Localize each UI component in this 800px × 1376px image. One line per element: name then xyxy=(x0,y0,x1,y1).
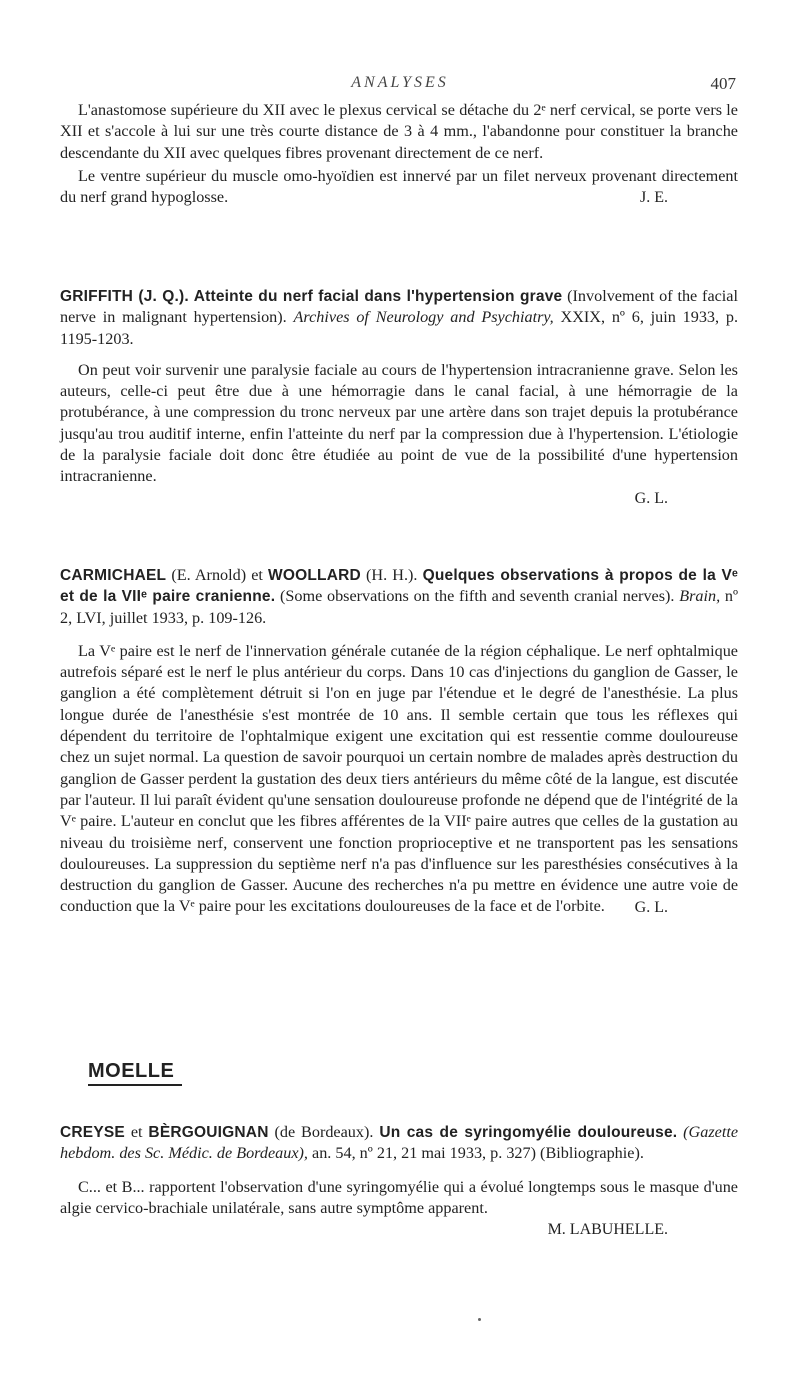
article-creyse-signature: M. LABUHELLE. xyxy=(547,1221,668,1239)
article-carmichael-ref-post: nº 2, LVI, juillet 1933, p. 109-126. xyxy=(60,587,739,627)
page-header xyxy=(0,74,800,98)
article-griffith-body: On peut voir survenir une paralysie faciale au cours de l'hypertension intracranienne grave. Selon les auteurs, celle-ci peut être due à une hémorragie dans le canal facial, à une hémorragie de la protubérance, à une compression du tronc nerveux par une artère dans son trajet depuis la protubérance jusqu'au trou auditif interne, enfin l'atteinte du nerf par la compression due à l'hypertension. L'étiologie de la paralysie faciale doit donc être étudiée au point de vue de la possibilité d'une hypertension intracranienne. xyxy=(60,360,738,486)
intro-paragraph-2: Le ventre supérieur du muscle omo-hyoïdien est innervé par un filet nerveux provenant directement du nerf grand hypoglosse. xyxy=(60,166,738,207)
article-carmichael-reference xyxy=(60,565,738,629)
print-speck xyxy=(478,1318,481,1321)
intro-paragraph-1: L'anastomose supérieure du XII avec le plexus cervical se détache du 2ᵉ nerf cervical, se porte vers le XII et s'accole à lui sur une très courte distance de 3 à 4 mm., l'abandonne pour constituer la branche descendante du XII avec quelques fibres provenant directement de ce nerf. xyxy=(60,101,738,162)
article-carmichael-author-b: WOOLLARD xyxy=(268,567,361,584)
article-carmichael-author-b-first: (H. H.). xyxy=(366,566,418,584)
article-creyse xyxy=(60,1122,738,1240)
article-carmichael-author-a: CARMICHAEL xyxy=(60,567,167,584)
article-creyse-author-b: BÈRGOUIGNAN xyxy=(148,1124,269,1141)
article-carmichael-conj: et xyxy=(251,566,263,584)
article-creyse-journal: (Gazette hebdom. des Sc. Médic. de Bordeaux), xyxy=(60,1123,739,1163)
intro-signature: J. E. xyxy=(640,189,668,207)
page-number: 407 xyxy=(710,74,736,93)
section-title: MOELLE xyxy=(88,1060,175,1082)
article-carmichael-journal: Brain, xyxy=(679,587,721,606)
article-griffith-authors: GRIFFITH (J. Q.). xyxy=(60,288,189,305)
article-carmichael-body: La Vᵉ paire est le nerf de l'innervation générale cutanée de la région céphalique. Le nerf ophtalmique autrefois séparé est le nerf le plus antérieur du corps. Dans 10 cas d'injections du ganglion de Gasser, le ganglion a été complètement détruit si l'on en juge par l'étendue et le degré de l'anesthésie. La plus longue durée de l'anesthésie s'est montrée de 10 ans. Il semble certain que tous les réflexes qui dépendent du territoire de l'ophtalmique exigent une excitation qui est ressentie comme douloureuse chez un sujet normal. La question de savoir pourquoi un certain nombre de malades après destruction du ganglion de Gasser perdent la gustation des deux tiers antérieurs du même côté de la langue, est discutée par l'auteur. Il lui paraît évident qu'une sensation douloureuse profonde ne dépend que de l'intégrité de la Vᵉ paire. L'auteur en conclut que les fibres afférentes de la VIIᵉ paire autres que celles de la gustation au niveau du troisième nerf, conservent une fonction proprioceptive et ne transportent pas les sensations douloureuses. La suppression du septième nerf n'a pas d'influence sur les paresthésies consécutives à la destruction du ganglion de Gasser. Aucune des recherches n'a pu mettre en évidence une autre voie de conduction que la Vᵉ paire pour les excitations douloureuses de la face et de l'orbite. xyxy=(60,641,738,916)
article-carmichael-title: Quelques observations à propos de la Vᵉ et de la VIIᵉ paire cranienne. xyxy=(60,567,739,606)
article-carmichael-author-a-first: (E. Arnold) xyxy=(171,566,247,584)
article-creyse-place: (de Bordeaux). xyxy=(274,1123,374,1141)
article-creyse-body: C... et B... rapportent l'observation d'une syringomyélie qui a évolué longtemps sous le masque d'une algie cervico-brachiale unilatérale, sans autre symptôme apparent. xyxy=(60,1177,738,1217)
intro-block xyxy=(60,100,738,209)
article-griffith-journal: Archives of Neurology and Psychiatry, xyxy=(293,308,554,327)
article-carmichael xyxy=(60,565,738,918)
section-rule xyxy=(88,1084,182,1086)
article-creyse-title: Un cas de syringomyélie douloureuse. xyxy=(379,1124,678,1141)
article-creyse-reference xyxy=(60,1122,738,1165)
article-griffith-title: Atteinte du nerf facial dans l'hypertension grave xyxy=(193,288,563,305)
article-griffith xyxy=(60,286,738,509)
article-griffith-ref-post: XXIX, nº 6, juin 1933, p. 1195-1203. xyxy=(60,308,738,348)
article-griffith-signature: G. L. xyxy=(634,489,668,507)
article-creyse-ref-post: an. 54, nº 21, 21 mai 1933, p. 327) (Bibliographie). xyxy=(312,1144,644,1163)
article-creyse-conj: et xyxy=(130,1123,143,1141)
article-creyse-author-a: CREYSE xyxy=(60,1124,125,1141)
article-carmichael-signature: G. L. xyxy=(634,898,668,916)
running-title: ANALYSES xyxy=(351,74,449,91)
article-carmichael-ref-pre: (Some observations on the fifth and seventh cranial nerves). xyxy=(279,587,675,606)
article-griffith-reference xyxy=(60,286,738,350)
article-griffith-ref-pre: (Involvement of the facial nerve in malignant hypertension). xyxy=(60,287,738,327)
